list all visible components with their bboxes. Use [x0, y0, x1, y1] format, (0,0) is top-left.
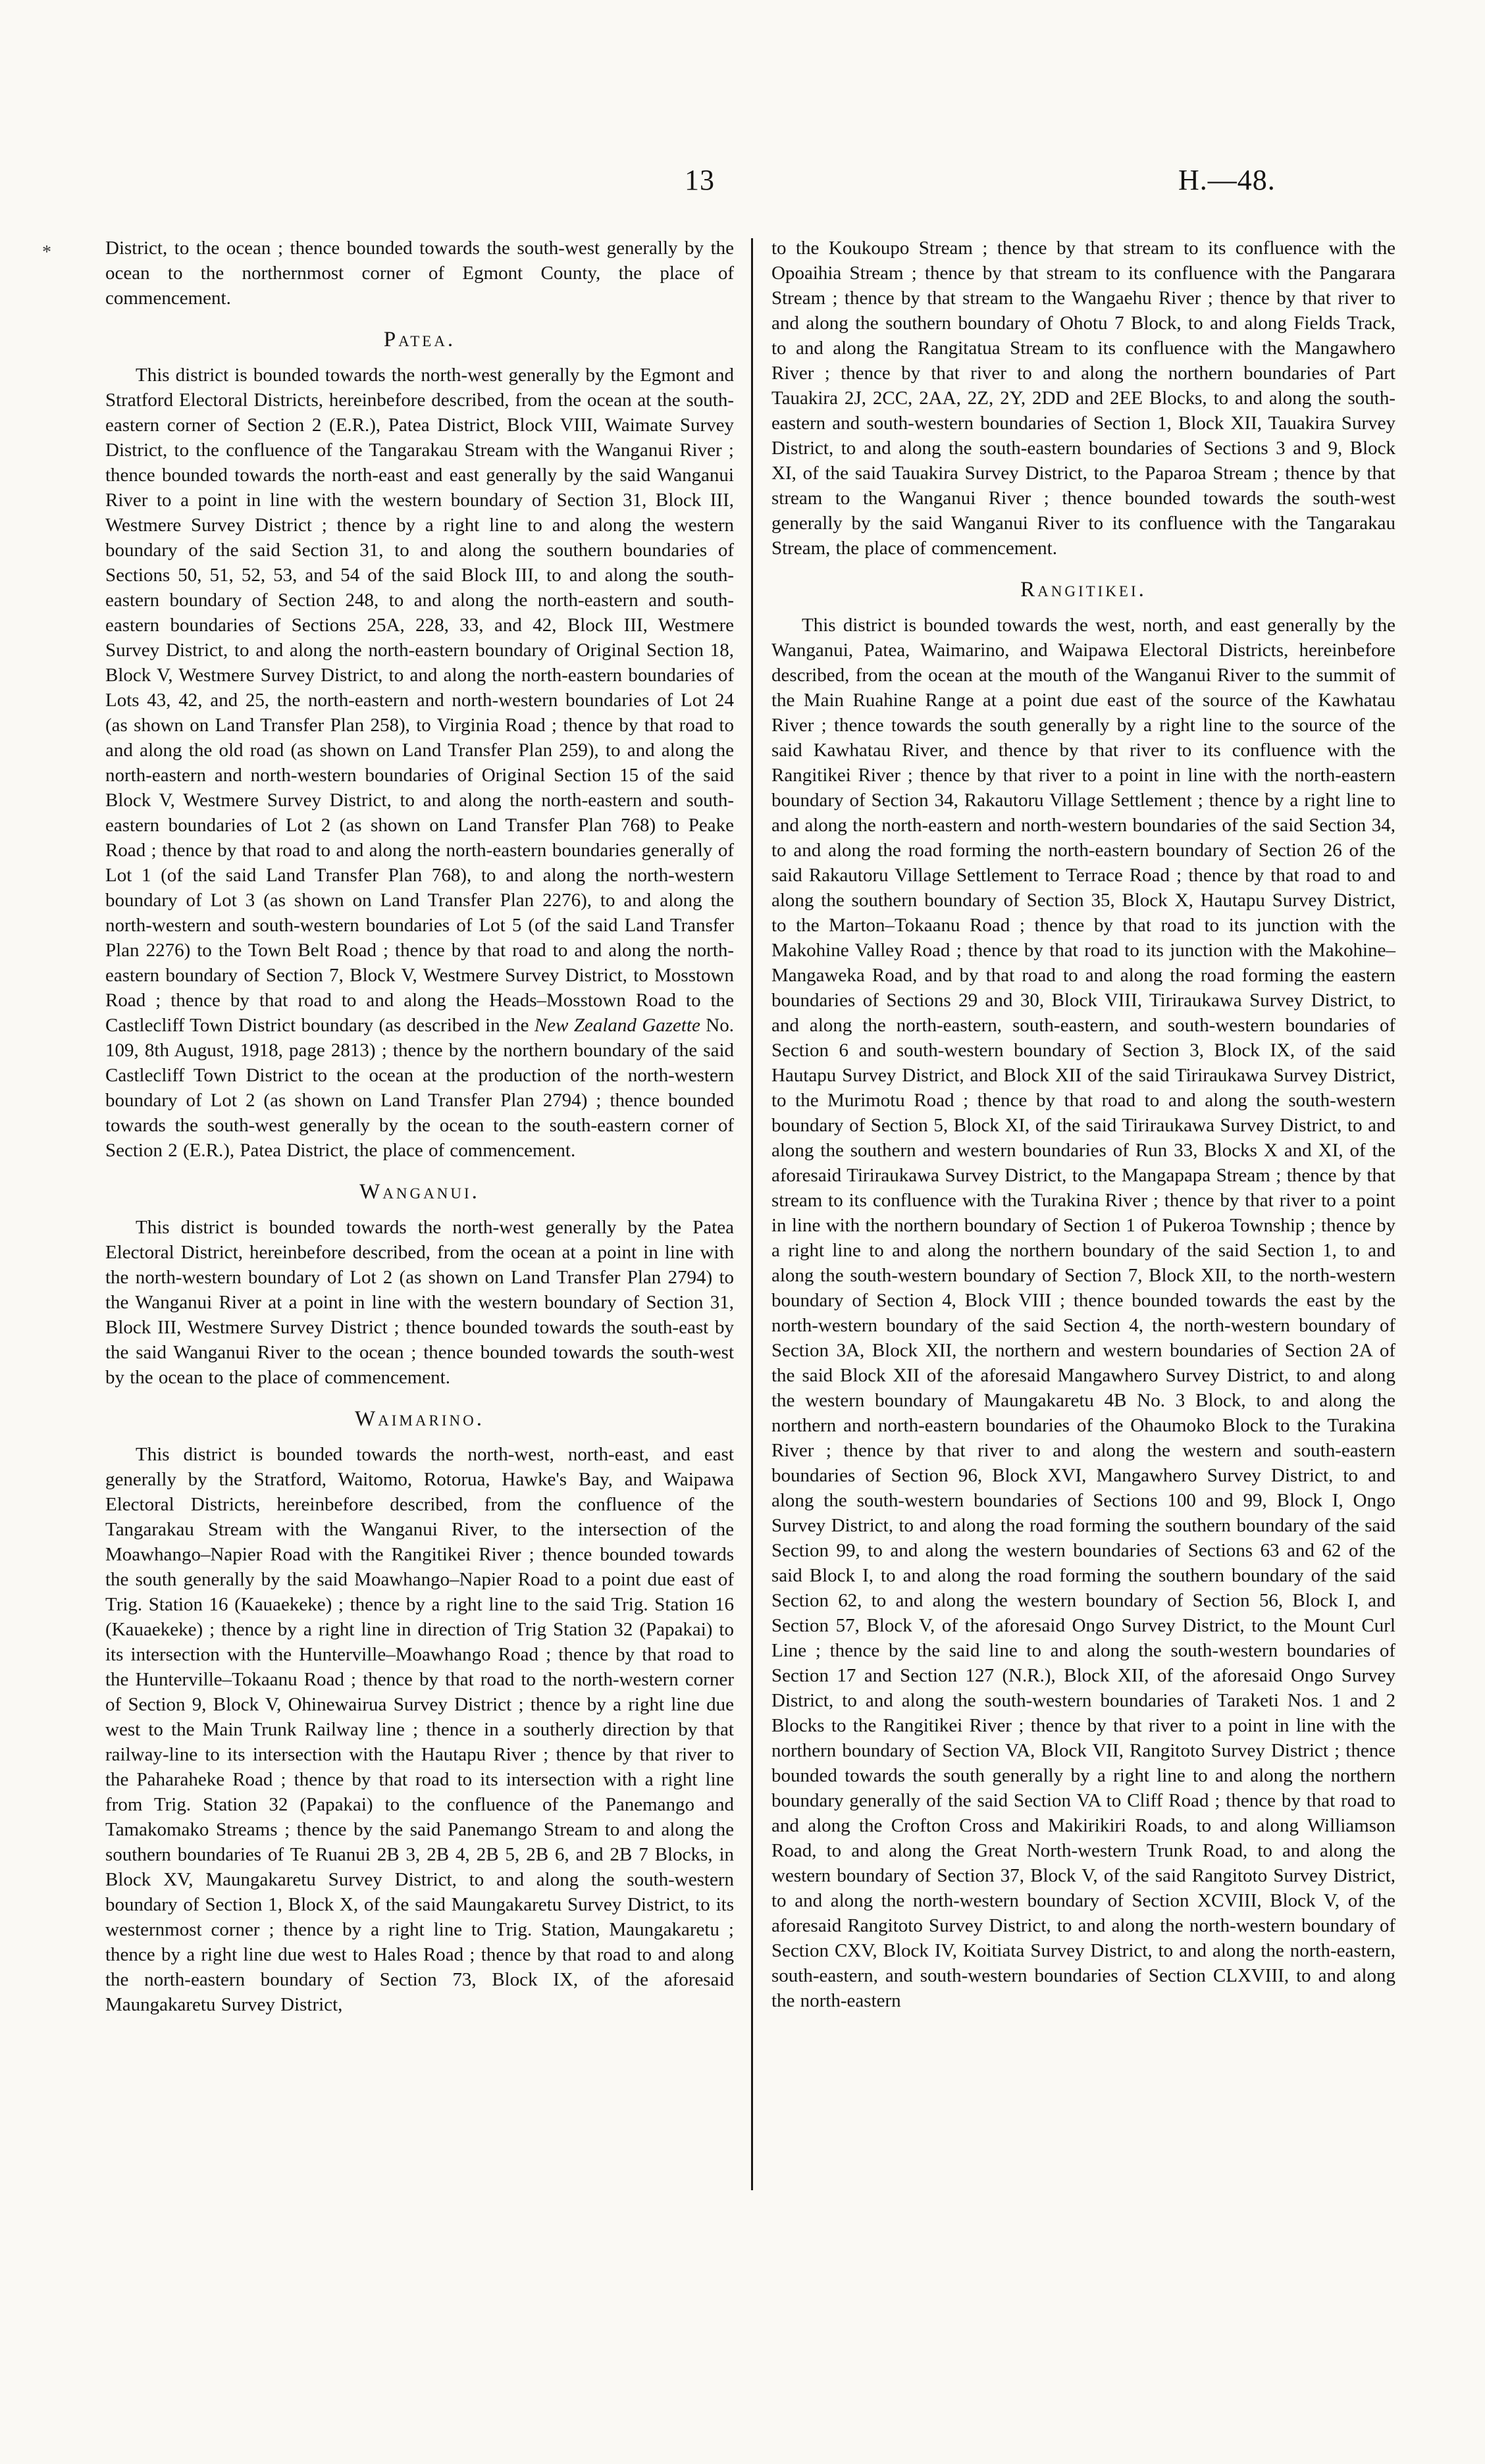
waimarino-heading: Waimarino. [355, 1407, 484, 1431]
page-header [105, 163, 1395, 203]
left-column [105, 236, 734, 2017]
right-column [771, 236, 1395, 2013]
wanganui-heading: Wanganui. [359, 1180, 480, 1204]
patea-heading: Patea. [383, 328, 456, 351]
patea-text-before-italic: This district is bounded towards the north-west generally by the Egmont and Stratford Electoral Districts, hereinbefore described, from the ocean at the south-eastern corner of Section 2 (E.R.), Patea District, Block VIII, Waimate Survey District, to the confluence of the Tangarakau Stream with the Wanganui River ; thence bounded towards the north-east and east generally by the said Wanganui River to a point in line with the western boundary of Section 31, Block III, Westmere Survey District ; thence by a right line to and along the western boundary of the said Section 31, to and along the southern boundaries of Sections 50, 51, 52, 53, and 54 of the said Block III, to and along the south-eastern boundary of Section 248, to and along the north-eastern and south-eastern boundaries of Sections 25A, 228, 33, and 42, Block III, Westmere Survey District, to and along the north-eastern boundary of Original Section 18, Block V, Westmere Survey District, to and along the north-eastern boundaries of Lots 43, 42, and 25, the north-eastern and north-western boundaries of Lot 24 (as shown on Land Transfer Plan 258), to Virginia Road ; thence by that road to and along the old road (as shown on Land Transfer Plan 259), to and along the north-eastern and north-western boundaries of Original Section 15 of the said Block V, Westmere Survey District, to and along the north-eastern and south-eastern boundaries of Lot 2 (as shown on Land Transfer Plan 768) to Peake Road ; thence by that road to and along the north-eastern boundaries generally of Lot 1 (of the said Land Transfer Plan 768), to and along the north-western boundary of Lot 3 (as shown on Land Transfer Plan 2276), to and along the north-western and south-western boundaries of Lot 5 (of the said Land Transfer Plan 2276) to the Town Belt Road ; thence by that road to and along the north-eastern boundary of Section 7, Block V, Westmere Survey District, to Mosstown Road ; thence by that road to and along the Heads–Mosstown Road to the Castlecliff Town District boundary (as described in the [105, 365, 734, 1036]
waimarino-paragraph: This district is bounded towards the north-west, north-east, and east generally by the Stratford, Waitomo, Rotorua, Hawke's Bay, and Waipawa Electoral Districts, hereinbefore described, from the confluence of the Tangarakau Stream with the Wanganui River, to the intersection of the Moawhango–Napier Road with the Rangitikei River ; thence bounded towards the south generally by the said Moawhango–Napier Road to a point due east of Trig. Station 16 (Kauaekeke) ; thence by a right line to the said Trig. Station 16 (Kauaekeke) ; thence by a right line in direction of Trig Station 32 (Papakai) to its intersection with the Hunterville–Moawhango Road ; thence by that road to the Hunterville–Tokaanu Road ; thence by that road to the north-western corner of Section 9, Block V, Ohinewairua Survey District ; thence by a right line due west to the Main Trunk Railway line ; thence in a southerly direction by that railway-line to its intersection with the Hautapu River ; thence by that river to the Paharaheke Road ; thence by that road to its intersection with a right line from Trig. Station 32 (Papakai) to the confluence of the Panemango and Tamakomako Streams ; thence by the said Panemango Stream to and along the southern boundaries of Te Ruanui 2B 3, 2B 4, 2B 5, 2B 6, and 2B 7 Blocks, in Block XV, Maungakaretu Survey District, to and along the south-western boundary of Section 1, Block X, of the said Maungakaretu Survey District, to its westernmost corner ; thence by a right line to Trig. Station, Maungakaretu ; thence by a right line due west to Hales Road ; thence by that road to and along the north-eastern boundary of Section 73, Block IX, of the aforesaid Maungakaretu Survey District, [105, 1444, 734, 2015]
wanganui-paragraph: This district is bounded towards the north-west generally by the Patea Electoral District, hereinbefore described, from the ocean at a point in line with the north-western boundary of Lot 2 (as shown on Land Transfer Plan 2794) to the Wanganui River at a point in line with the western boundary of Section 31, Block III, Westmere Survey District ; thence bounded towards the south-east by the said Wanganui River to the ocean ; thence bounded towards the south-west by the ocean to the place of commencement. [105, 1217, 734, 1388]
rangitikei-heading: Rangitikei. [1020, 578, 1147, 602]
paper-reference: H.—48. [1178, 164, 1276, 196]
rangitikei-paragraph: This district is bounded towards the west, north, and east generally by the Wanganui, Patea, Waimarino, and Waipawa Electoral Districts, hereinbefore described, from the ocean at the mouth of the Wanganui River to the summit of the Main Ruahine Range at a point due east of the source of the Kawhatau River ; thence towards the south generally by a right line to the source of the said Kawhatau River, and thence by that river to its confluence with the Rangitikei River ; thence by that river to a point in line with the north-eastern boundary of Section 34, Rakautoru Village Settlement ; thence by a right line to and along the north-eastern and north-western boundaries of the said Section 34, to and along the road forming the north-eastern boundary of Section 26 of the said Rakautoru Village Settlement to Terrace Road ; thence by that road to and along the southern boundary of Section 35, Block X, Hautapu Survey District, to the Marton–Tokaanu Road ; thence by that road to its junction with the Makohine Valley Road ; thence by that road to its junction with the Makohine–Mangaweka Road, and by that road to and along the road forming the eastern boundaries of Sections 29 and 30, Block VIII, Tiriraukawa Survey District, to and along the north-eastern, south-eastern, and south-western boundaries of Section 6 and south-western boundary of Section 3, Block IX, of the said Hautapu Survey District, and Block XII of the said Tiriraukawa Survey District, to the Murimotu Road ; thence by that road to and along the south-western boundary of Section 5, Block XI, of the said Tiriraukawa Survey District, to and along the southern and western boundaries of Run 33, Blocks X and XI, of the aforesaid Tiriraukawa Survey District, to the Mangapapa Stream ; thence by that stream to its confluence with the Turakina River ; thence by that river to a point in line with the northern boundary of Section 1 of Pukeroa Township ; thence by a right line to and along the northern boundary of the said Section 1, to and along the south-western boundary of Section 7, Block XII, to the north-western boundary of Section 4, Block VIII ; thence bounded towards the east by the north-western boundary of the said Section 4, the north-western boundary of Section 3A, Block XII, the northern and western boundaries of Section 2A of the said Block XII of the aforesaid Mangawhero Survey District, to and along the western boundary of Maungakaretu 4B No. 3 Block, to and along the northern and north-eastern boundaries of the Ohaumoko Block to the Turakina River ; thence by that river to and along the western and south-eastern boundaries of Section 96, Block XVI, Mangawhero Survey District, to and along the south-western boundaries of Sections 100 and 99, Block I, Ongo Survey District, to and along the road forming the southern boundary of the said Section 99, to and along the western boundaries of Sections 63 and 62 of the said Block I, to and along the road forming the southern boundary of the said Section 62, to and along the western boundary of Section 56, Block I, and Section 57, Block V, of the aforesaid Ongo Survey District, to the Mount Curl Line ; thence by the said line to and along the south-western boundaries of Section 17 and Section 127 (N.R.), Block XII, of the aforesaid Ongo Survey District, to and along the south-western boundaries of Taraketi Nos. 1 and 2 Blocks to the Rangitikei River ; thence by that river to a point in line with the northern boundary of Section VA, Block VII, Rangitoto Survey District ; thence bounded towards the south generally by a right line to and along the northern boundary generally of the said Section VA to Cliff Road ; thence by that road to and along the Crofton Cross and Makirikiri Roads, to and along Williamson Road, to and along the Great North-western Trunk Road, to and along the western boundary of Section 37, Block V, of the said Rangitoto Survey District, to and along the north-western boundary of Section XCVIII, Block V, of the aforesaid Rangitoto Survey District, to and along the north-western boundary of Section CXV, Block IV, Koitiata Survey District, to and along the north-eastern, south-eastern, and south-western boundaries of Section CLXVIII, to and along the north-eastern [771, 615, 1395, 2011]
page-number: 13 [685, 164, 715, 196]
column-divider [751, 238, 753, 2190]
margin-mark: * [42, 242, 51, 263]
patea-paragraph [105, 363, 734, 1163]
patea-text-after-italic: No. 109, 8th August, 1918, page 2813) ; thence by the northern boundary of the said Castlecliff Town District to the ocean at the production of the north-western boundary of Lot 2 (as shown on Land Transfer Plan 2794) ; thence bounded towards the south-west generally by the ocean to the south-eastern corner of Section 2 (E.R.), Patea District, the place of commencement. [105, 1015, 734, 1161]
waimarino-continuation-paragraph: to the Koukoupo Stream ; thence by that stream to its confluence with the Opoaihia Stream ; thence by that stream to its confluence with the Pangarara Stream ; thence by that stream to the Wangaehu River ; thence by that river to and along the southern boundary of Ohotu 7 Block, to and along Fields Track, to and along the Rangitatua Stream to its confluence with the Mangawhero River ; thence by that river to and along the northern boundaries of Part Tauakira 2J, 2CC, 2AA, 2Z, 2Y, 2DD and 2EE Blocks, to and along the south-eastern and south-western boundaries of Section 1, Block XII, Tauakira Survey District, to and along the south-eastern boundaries of Sections 3 and 9, Block XI, of the said Tauakira Survey District, to the Paparoa Stream ; thence by that stream to the Wanganui River ; thence bounded towards the south-west generally by the said Wanganui River to its confluence with the Tangarakau Stream, the place of commencement. [771, 238, 1395, 559]
patea-continuation-paragraph: District, to the ocean ; thence bounded towards the south-west generally by the ocean to the northernmost corner of Egmont County, the place of commencement. [105, 238, 734, 309]
gazette-title-italic: New Zealand Gazette [534, 1015, 700, 1036]
